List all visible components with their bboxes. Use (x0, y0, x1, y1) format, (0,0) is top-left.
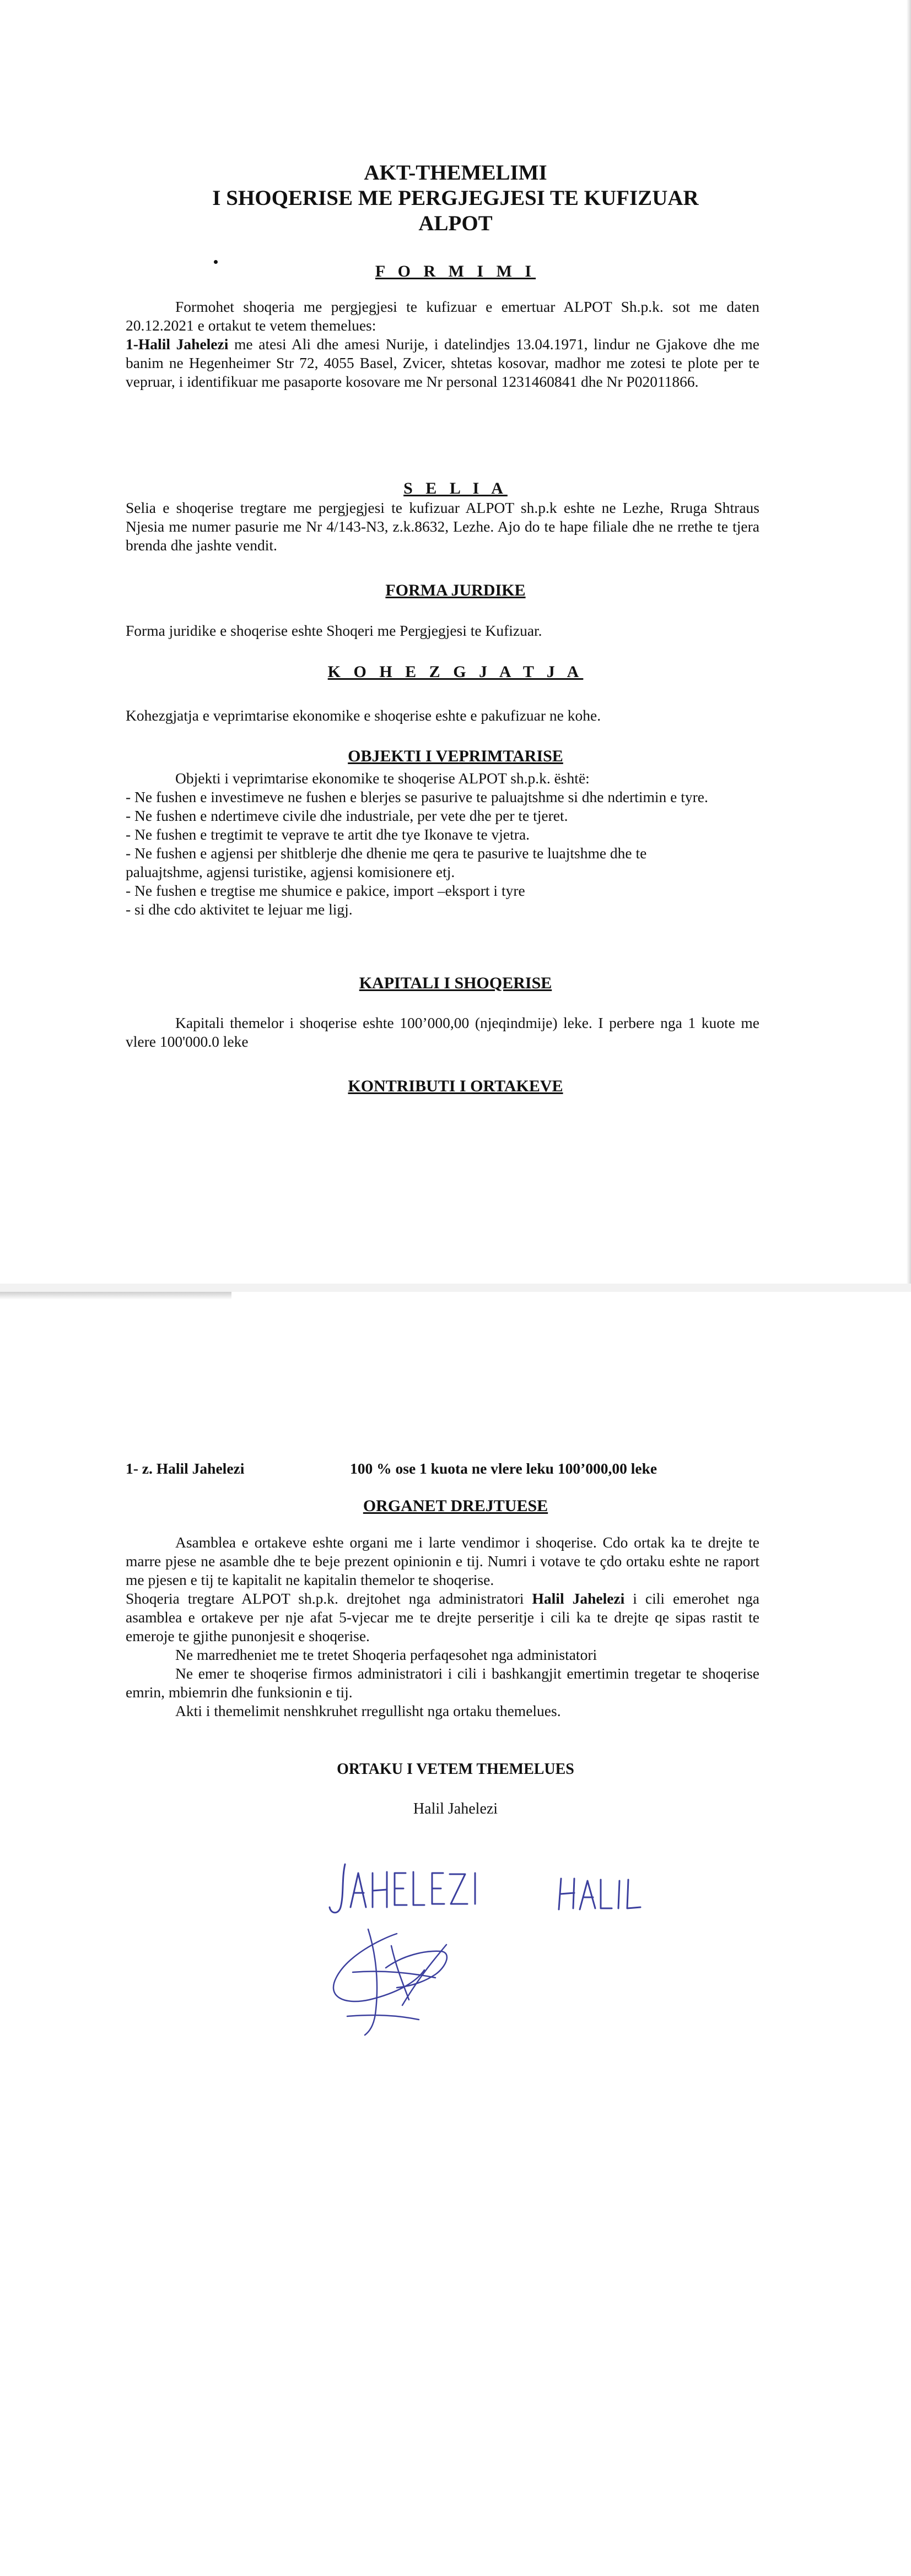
formimi-paragraph: Formohet shoqeria me pergjegjesi te kufizuar e emertuar ALPOT Sh.p.k. sot me daten 20.12.2021 e ortakut te vetem themelues: (126, 298, 759, 334)
section-heading-formimi: F O R M I M I (375, 262, 536, 280)
section-heading-objekti: OBJEKTI I VEPRIMTARISE (348, 747, 563, 765)
administrator-name: Halil Jahelezi (532, 1590, 625, 1607)
organet-p2-text-a: Shoqeria tregtare ALPOT sh.p.k. drejtohet nga administratori (126, 1590, 532, 1607)
section-heading-forma-juridike: FORMA JURDIKE (385, 581, 526, 599)
organet-p2-text-b: i cili emerohet nga asamblea e ortakeve per nje afat 5-vjecar me te drejte perseritje i cili ka te drejte qe sipas rastit te emeroje te gjithe punonjesit e shoqerise. (126, 1590, 760, 1644)
organet-paragraph-2 (126, 1589, 759, 1646)
handwritten-name-signature (325, 1857, 667, 1923)
objekti-item: - si dhe cdo aktivitet te lejuar me ligj. (126, 901, 353, 918)
founder-paragraph (126, 335, 759, 391)
owner-share: 100 % ose 1 kuota ne vlere leku 100’000,00 leke (350, 1460, 657, 1477)
section-heading-selia: S E L I A (403, 479, 508, 497)
section-heading-kontributi: KONTRIBUTI I ORTAKEVE (348, 1077, 563, 1095)
section-heading-organet: ORGANET DREJTUESE (363, 1497, 548, 1515)
objekti-item: - Ne fushen e tregtise me shumice e pakice, import –eksport i tyre (126, 882, 525, 899)
scan-top-shadow (0, 1292, 231, 1300)
objekti-item: paluajtshme, agjensi turistike, agjensi komisionere etj. (126, 863, 455, 880)
objekti-intro: Objekti i veprimtarise ekonomike te shoqerise ALPOT sh.p.k. është: (175, 770, 590, 787)
doc-title-line-2: I SHOQERISE ME PERGJEGJESI TE KUFIZUAR (212, 186, 699, 210)
doc-title-line-3: ALPOT (418, 212, 493, 235)
owner-contribution-row (126, 1460, 657, 1478)
section-heading-kapitali: KAPITALI I SHOQERISE (359, 974, 552, 992)
objekti-item: - Ne fushen e ndertimeve civile dhe industriale, per vete dhe per te tjeret. (126, 807, 568, 824)
kapitali-paragraph: Kapitali themelor i shoqerise eshte 100’000,00 (njeqindmije) leke. I perbere nga 1 kuote me vlere 100'000.0 leke (126, 1014, 759, 1050)
signatory-name: Halil Jahelezi (413, 1800, 498, 1817)
owner-label: 1- z. Halil Jahelezi (126, 1460, 245, 1477)
selia-paragraph: Selia e shoqerise tregtare me pergjegjesi te kufizuar ALPOT sh.p.k eshte ne Lezhe, Rruga Shtraus Njesia me numer pasurie me Nr 4/143-N3, z.k.8632, Lezhe. Ajo do te hape filiale dhe ne rrethe te tjera brenda dhe jashte vendit. (126, 499, 759, 554)
forma-paragraph: Forma juridike e shoqerise eshte Shoqeri me Pergjegjesi te Kufizuar. (126, 622, 542, 639)
signature-mark (314, 1917, 468, 2049)
doc-title-line-1: AKT-THEMELIMI (364, 161, 547, 185)
founder-name: 1-Halil Jahelezi (126, 335, 229, 353)
organet-paragraph-1: Asamblea e ortakeve eshte organi me i larte vendimor i shoqerise. Cdo ortak ka te drejte te marre pjese ne asamble dhe te beje prezent opinionin e tij. Numri i votave te çdo ortaku eshte ne raport me pjesen e tij te kapitalit ne kapitalin themelor te shoqerise. (126, 1534, 759, 1588)
section-heading-kohezgjatja: K O H E Z G J A T J A (327, 663, 584, 681)
kohezgjatja-paragraph: Kohezgjatja e veprimtarise ekonomike e shoqerise eshte e pakufizuar ne kohe. (126, 707, 601, 724)
organet-paragraph-4: Ne emer te shoqerise firmos administratori i cili i bashkangjit emertimin tregetar te shoqerise emrin, mbiemrin dhe funksionin e tij. (126, 1665, 759, 1701)
objekti-item: - Ne fushen e agjensi per shitblerje dhe dhenie me qera te pasurive te luajtshme dhe te (126, 845, 647, 862)
objekti-item: - Ne fushen e investimeve ne fushen e blerjes se pasurive te paluajtshme si dhe ndertimin e tyre. (126, 788, 708, 805)
founder-details: me atesi Ali dhe amesi Nurije, i datelindjes 13.04.1971, lindur ne Gjakove dhe me banim ne Hegenheimer Str 72, 4055 Basel, Zvicer, shtetas kosovar, madhor me zotesi te plote per te vepruar, i identifikuar me pasaporte kosovare me Nr personal 1231460841 dhe Nr P02011866. (126, 335, 759, 390)
organet-paragraph-5: Akti i themelimit nenshkruhet rregullisht nga ortaku themelues. (175, 1702, 561, 1719)
objekti-item: - Ne fushen e tregtimit te vepravе te artit dhe tye Ikonave te vjetra. (126, 826, 530, 843)
organet-paragraph-3: Ne marredheniet me te tretet Shoqeria perfaqesohet nga administatori (175, 1646, 597, 1663)
signatory-heading: ORTAKU I VETEM THEMELUES (337, 1761, 574, 1778)
